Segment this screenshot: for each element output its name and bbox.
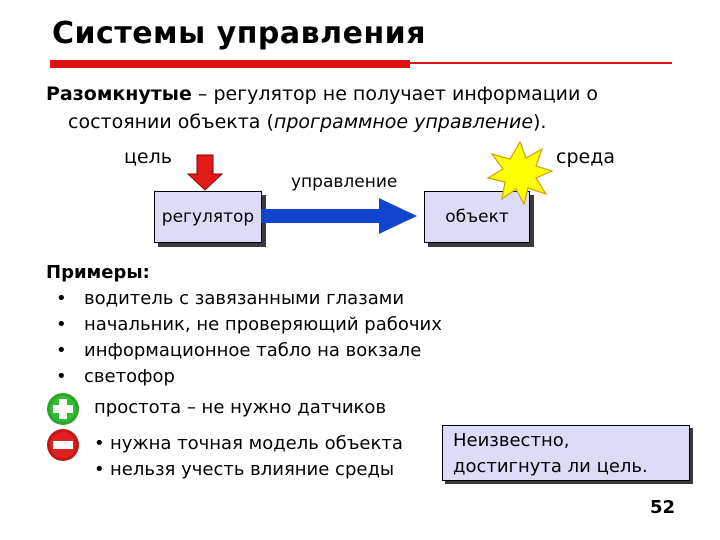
- examples-list: [46, 286, 442, 390]
- note-line2: достигнута ли цель.: [453, 456, 648, 477]
- examples-list-item: • светофор: [46, 364, 442, 390]
- minus-icon: [46, 428, 80, 462]
- cons-section: [92, 431, 403, 483]
- definition: [46, 80, 706, 136]
- examples-section: [46, 260, 442, 390]
- definition-line2-suffix: ).: [533, 111, 547, 133]
- page-number: 52: [650, 497, 676, 518]
- cons-list-item: • нельзя учесть влияние среды: [92, 457, 403, 483]
- note-box: [442, 425, 690, 481]
- definition-italic: программное управление: [273, 111, 534, 133]
- controller-label: регулятор: [161, 207, 255, 227]
- examples-heading: Примеры:: [46, 262, 150, 283]
- title-underline-line: [410, 62, 672, 64]
- goal-arrow-icon: [185, 154, 225, 192]
- note-line1: Неизвестно,: [453, 430, 570, 451]
- control-arrow-icon: [261, 196, 421, 236]
- examples-list-item: • информационное табло на вокзале: [46, 338, 442, 364]
- sun-icon: [486, 141, 554, 205]
- definition-term: Разомкнутые: [46, 83, 192, 105]
- cons-list: [92, 431, 403, 483]
- environment-label: среда: [556, 146, 615, 168]
- definition-text-line1: – регулятор не получает информации о: [191, 83, 599, 105]
- definition-line2: [46, 108, 706, 136]
- cons-list-item: • нужна точная модель объекта: [92, 431, 403, 457]
- plus-icon: [46, 392, 80, 426]
- pros-text: простота – не нужно датчиков: [94, 397, 387, 418]
- definition-line2-prefix: состоянии объекта (: [68, 111, 274, 133]
- control-label: управление: [291, 172, 398, 192]
- title-underline-bar: [50, 60, 410, 68]
- controller-box: [154, 191, 262, 243]
- object-label: объект: [445, 207, 509, 227]
- examples-list-item: • начальник, не проверяющий рабочих: [46, 312, 442, 338]
- goal-label: цель: [124, 146, 172, 168]
- slide-title: Системы управления: [52, 16, 426, 51]
- examples-list-item: • водитель с завязанными глазами: [46, 286, 442, 312]
